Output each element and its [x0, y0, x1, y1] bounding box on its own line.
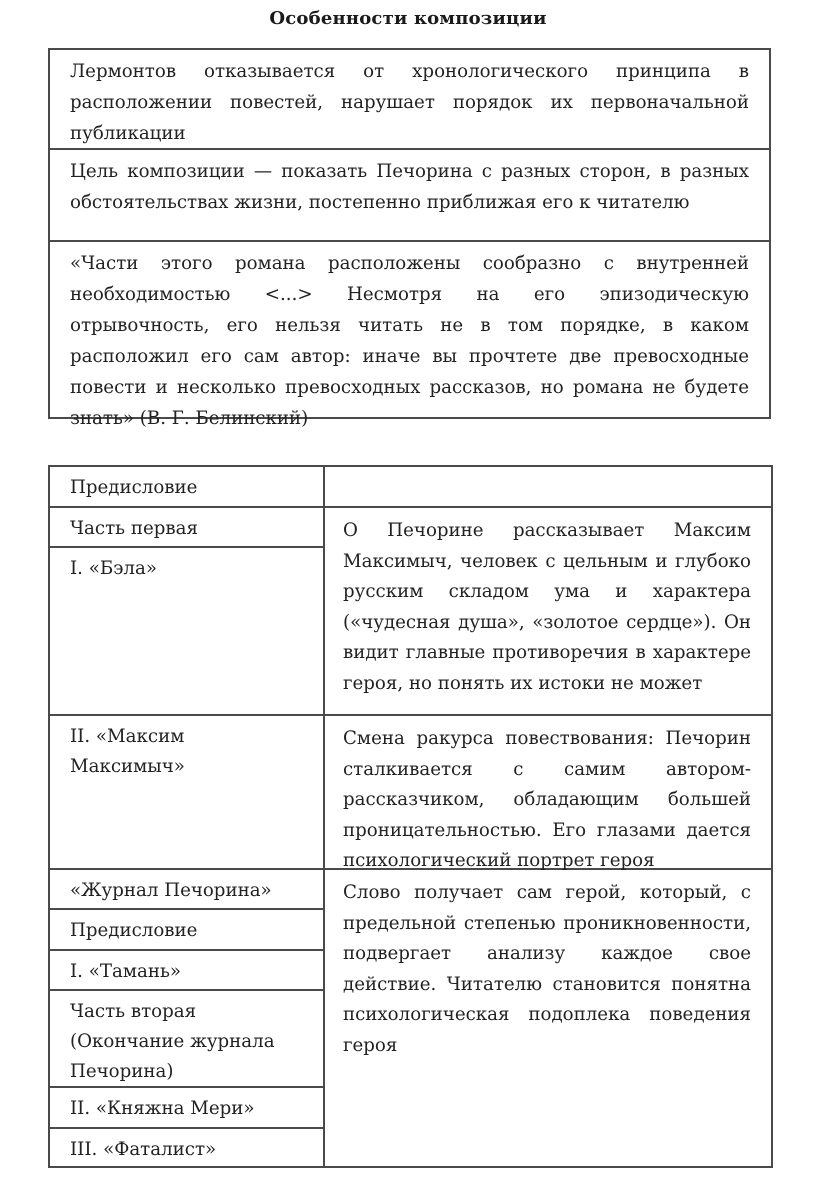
structure-left-cell: II. «Княжна Мери»: [70, 1098, 255, 1119]
page-title: Особенности композиции: [269, 8, 547, 29]
composition-row: Лермонтов отказывается от хронологического принципа в расположении повестей, нарушает порядок их первоначальной публикации: [70, 61, 749, 144]
structure-left-cell: I. «Бэла»: [70, 558, 157, 579]
structure-left-cell: Предисловие: [70, 477, 198, 498]
structure-right-text: Смена ракурса повествования: Печорин сталкивается с самим автором-рассказчиком, обладающим большей проницательностью. Его глазами дается психологический портрет героя: [343, 728, 751, 871]
structure-right-text: О Печорине рассказывает Максим Максимыч, человек с цельным и глубоко русским складом ума и характера («чудесная душа», «золотое сердце»). Он видит главные противоречия в характере героя, но понять их истоки не может: [343, 520, 751, 694]
structure-left-cell: Предисловие: [70, 920, 198, 941]
composition-row: Цель композиции — показать Печорина с разных сторон, в разных обстоятельствах жизни, постепенно приближая его к читателю: [70, 161, 749, 213]
structure-right-text: Слово получает сам герой, который, с предельной степенью проникновенности, подвергает анализу каждое свое действие. Читателю становится понятна психологическая подоплека поведения героя: [343, 882, 751, 1056]
structure-left-cell: Часть вторая (Окончание журнала Печорина): [70, 1001, 275, 1082]
structure-right-cell: [325, 510, 771, 714]
structure-left-cell: I. «Тамань»: [70, 961, 181, 982]
structure-left-cell: II. «Максим Максимыч»: [70, 726, 185, 777]
structure-right-cell: [325, 467, 771, 506]
composition-table: [48, 48, 771, 429]
composition-row: «Части этого романа расположены сообразно с внутренней необходимостью <...> Несмотря на его эпизодическую отрывочность, его нельзя читать не в том порядке, в каком расположил его сам автор: иначе вы прочтете две превосходные повести и несколько превосходных рассказов, но романа не будете знать» (В. Г. Белинский): [70, 253, 749, 429]
structure-left-cell: Часть первая: [70, 518, 198, 539]
structure-right-cell: [325, 872, 771, 1061]
structure-left-cell: III. «Фаталист»: [70, 1139, 217, 1160]
structure-table: [48, 465, 773, 1168]
structure-right-cell: [325, 718, 771, 871]
structure-left-cell: «Журнал Печорина»: [70, 880, 272, 901]
